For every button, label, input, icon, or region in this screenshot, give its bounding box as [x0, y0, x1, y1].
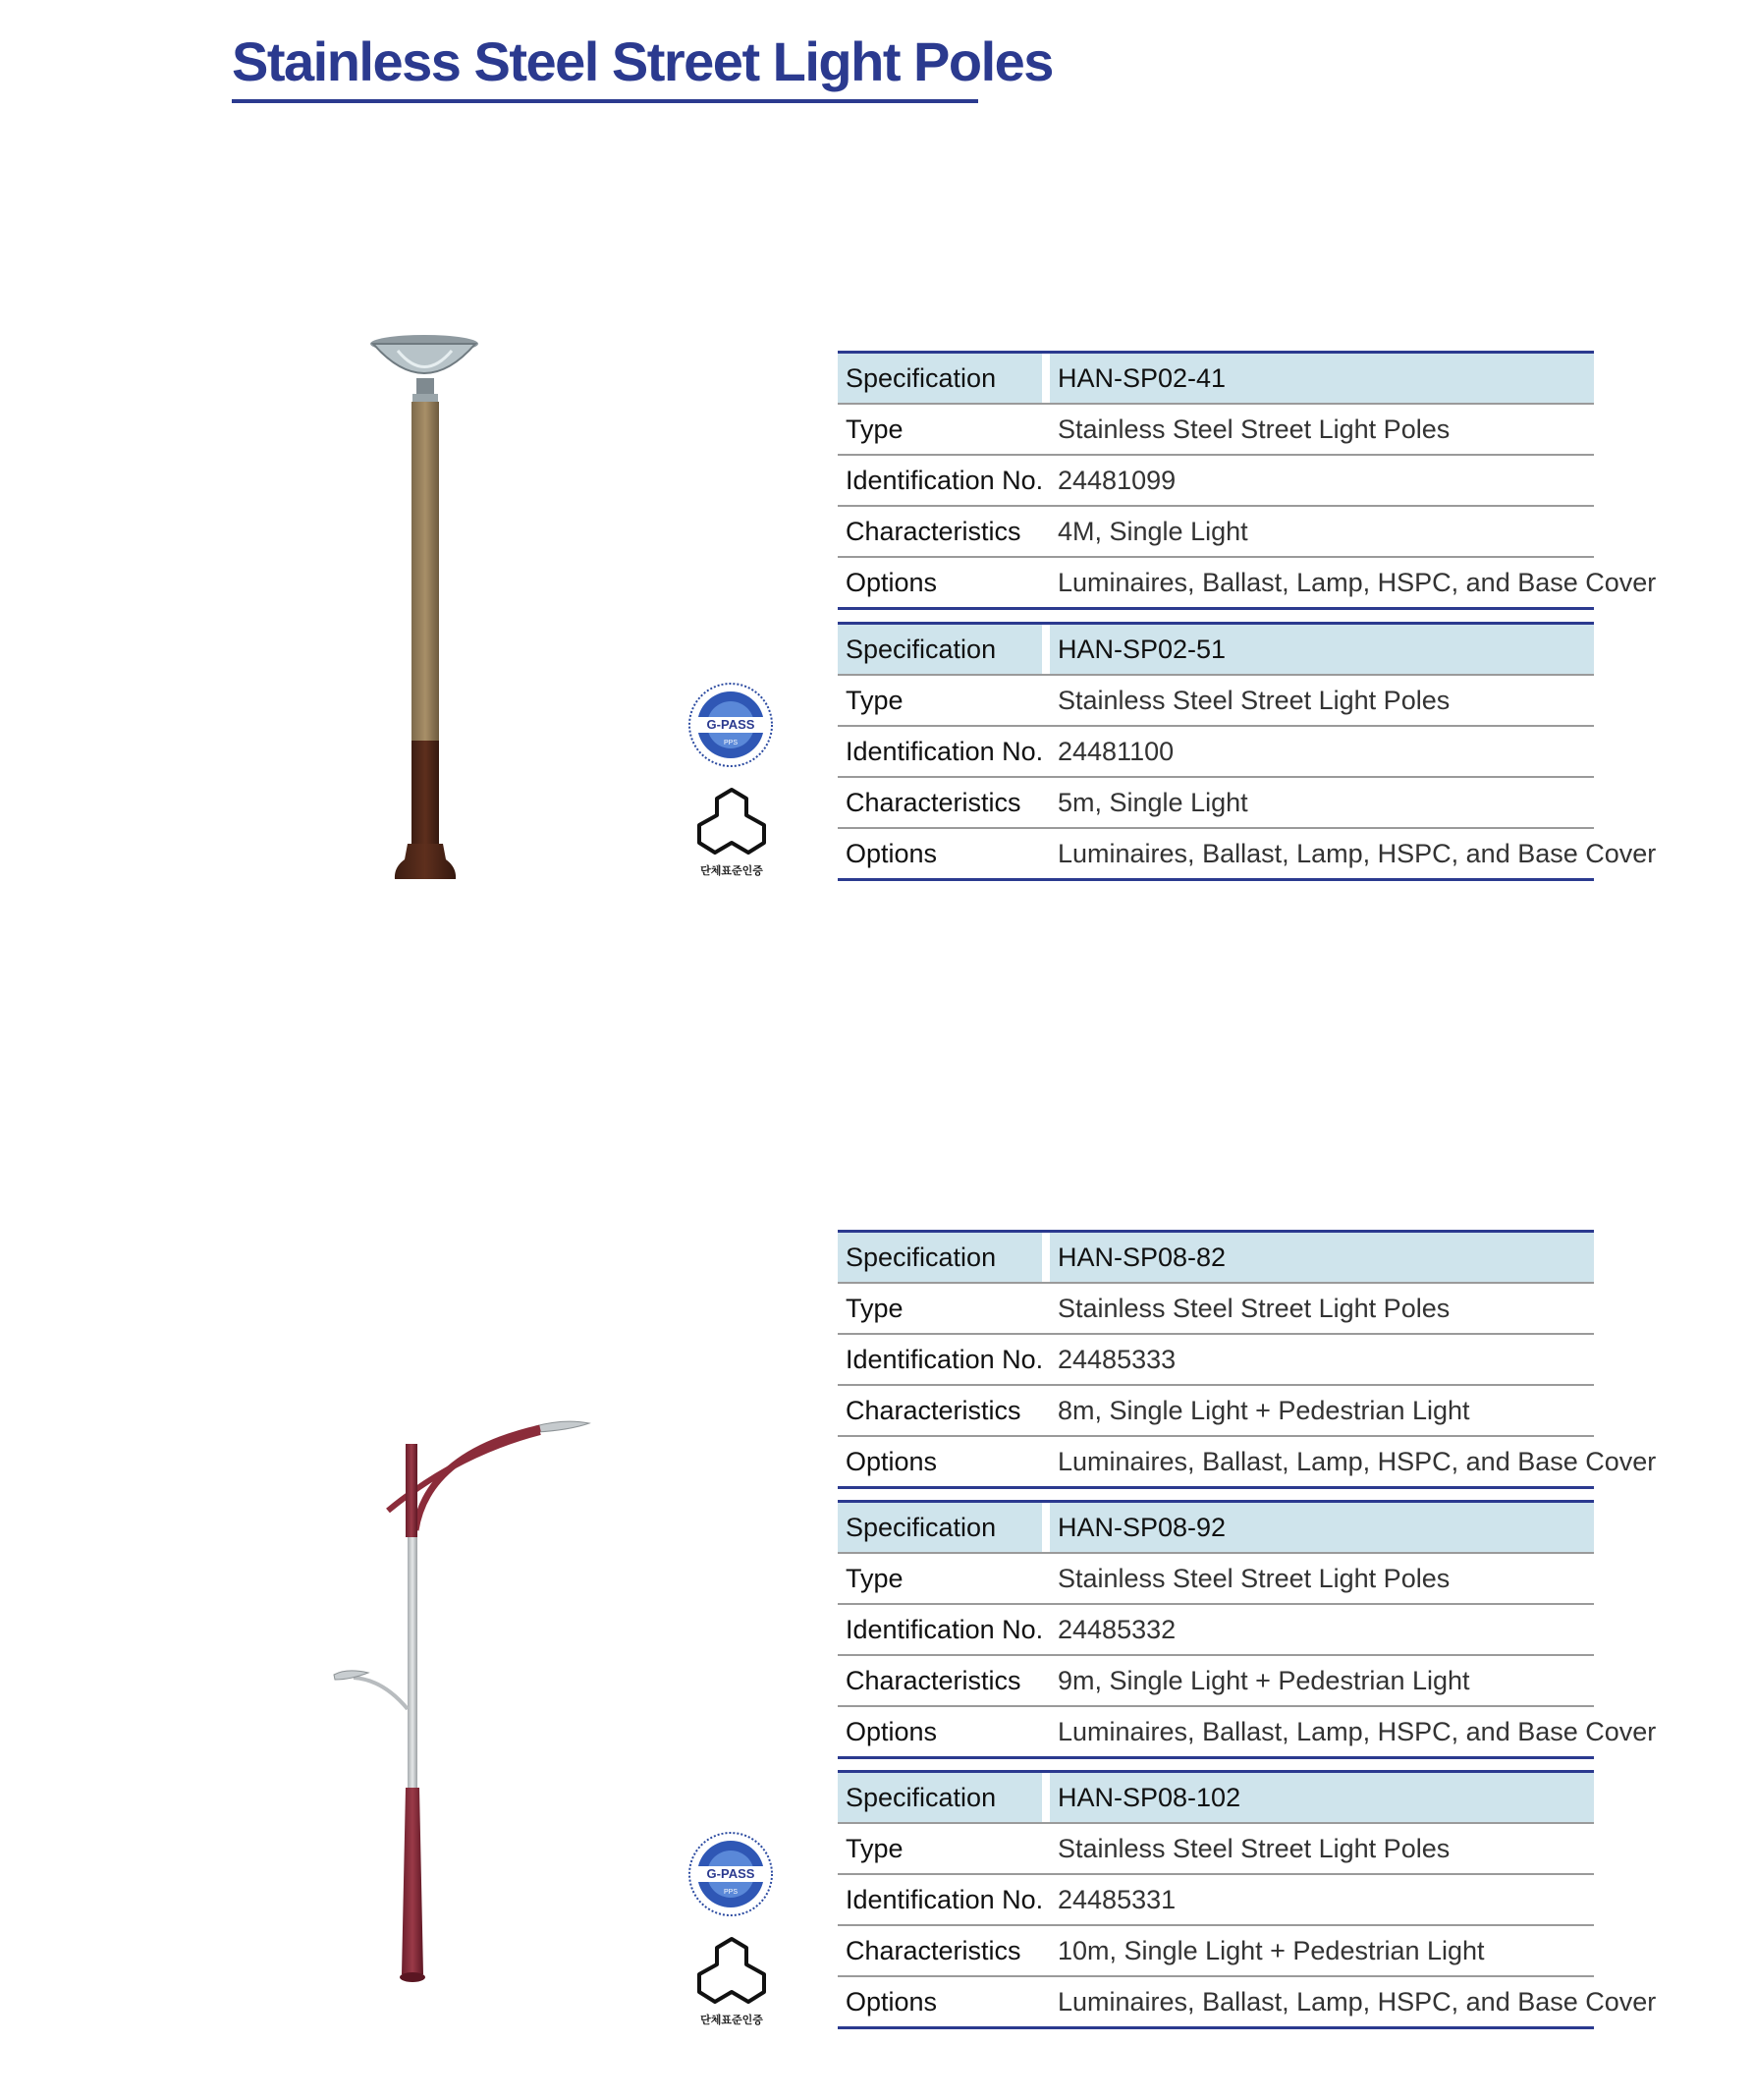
spec-label: Specification — [838, 353, 1042, 405]
page-title: Stainless Steel Street Light Poles — [232, 30, 1053, 92]
id-label: Identification No. — [838, 1604, 1042, 1655]
spec-value: HAN-SP08-92 — [1050, 1502, 1594, 1554]
type-label: Type — [838, 404, 1042, 455]
spec-table-han-sp02-41 — [838, 351, 1657, 610]
spec-value: HAN-SP08-102 — [1050, 1772, 1594, 1824]
gpass-badge-2 — [687, 1831, 774, 1917]
type-value: Stainless Steel Street Light Poles — [1050, 404, 1594, 455]
group-standard-cert-badge-2 — [687, 1935, 776, 2029]
spec-table-han-sp08-92 — [838, 1500, 1657, 1759]
svg-text:PPS: PPS — [723, 1889, 739, 1896]
gpass-badge-1 — [687, 682, 774, 768]
type-label: Type — [838, 1553, 1042, 1604]
single-light-pole-image — [363, 329, 491, 884]
opt-value: Luminaires, Ballast, Lamp, HSPC, and Base Cover — [1050, 557, 1594, 609]
char-label: Characteristics — [838, 506, 1042, 557]
opt-value: Luminaires, Ballast, Lamp, HSPC, and Base Cover — [1050, 1706, 1594, 1758]
type-label: Type — [838, 675, 1042, 726]
dual-light-pole-image — [329, 1414, 604, 1994]
type-value: Stainless Steel Street Light Poles — [1050, 675, 1594, 726]
spec-table-han-sp08-82 — [838, 1230, 1657, 1489]
opt-label: Options — [838, 557, 1042, 609]
gpass-badge-label: G-PASS — [706, 717, 755, 732]
svg-text:PPS: PPS — [723, 740, 739, 746]
spec-value: HAN-SP02-41 — [1050, 353, 1594, 405]
id-label: Identification No. — [838, 1334, 1042, 1385]
spec-value: HAN-SP08-82 — [1050, 1232, 1594, 1284]
opt-label: Options — [838, 828, 1042, 880]
spec-table-han-sp02-51 — [838, 622, 1657, 881]
cert-badge-label: 단체표준인증 — [700, 864, 763, 877]
spec-value: HAN-SP02-51 — [1050, 624, 1594, 676]
opt-value: Luminaires, Ballast, Lamp, HSPC, and Base Cover — [1050, 1436, 1594, 1488]
char-label: Characteristics — [838, 777, 1042, 828]
type-value: Stainless Steel Street Light Poles — [1050, 1283, 1594, 1334]
id-value: 24485333 — [1050, 1334, 1594, 1385]
id-value: 24485332 — [1050, 1604, 1594, 1655]
char-value: 8m, Single Light + Pedestrian Light — [1050, 1385, 1594, 1436]
opt-label: Options — [838, 1976, 1042, 2028]
id-label: Identification No. — [838, 1874, 1042, 1925]
spec-label: Specification — [838, 624, 1042, 676]
group-standard-cert-badge-1 — [687, 786, 776, 880]
cert-badge-label: 단체표준인증 — [700, 2014, 763, 2026]
char-value: 10m, Single Light + Pedestrian Light — [1050, 1925, 1594, 1976]
type-value: Stainless Steel Street Light Poles — [1050, 1823, 1594, 1874]
opt-label: Options — [838, 1706, 1042, 1758]
id-value: 24485331 — [1050, 1874, 1594, 1925]
type-label: Type — [838, 1823, 1042, 1874]
type-value: Stainless Steel Street Light Poles — [1050, 1553, 1594, 1604]
opt-value: Luminaires, Ballast, Lamp, HSPC, and Base Cover — [1050, 1976, 1594, 2028]
title-underline — [232, 99, 978, 103]
spec-label: Specification — [838, 1232, 1042, 1284]
gpass-badge-label: G-PASS — [706, 1866, 755, 1881]
char-label: Characteristics — [838, 1925, 1042, 1976]
id-label: Identification No. — [838, 726, 1042, 777]
spec-label: Specification — [838, 1772, 1042, 1824]
opt-value: Luminaires, Ballast, Lamp, HSPC, and Base Cover — [1050, 828, 1594, 880]
id-value: 24481100 — [1050, 726, 1594, 777]
spec-table-han-sp08-102 — [838, 1770, 1657, 2029]
char-value: 9m, Single Light + Pedestrian Light — [1050, 1655, 1594, 1706]
id-label: Identification No. — [838, 455, 1042, 506]
opt-label: Options — [838, 1436, 1042, 1488]
char-label: Characteristics — [838, 1655, 1042, 1706]
char-label: Characteristics — [838, 1385, 1042, 1436]
char-value: 4M, Single Light — [1050, 506, 1594, 557]
char-value: 5m, Single Light — [1050, 777, 1594, 828]
id-value: 24481099 — [1050, 455, 1594, 506]
spec-label: Specification — [838, 1502, 1042, 1554]
type-label: Type — [838, 1283, 1042, 1334]
